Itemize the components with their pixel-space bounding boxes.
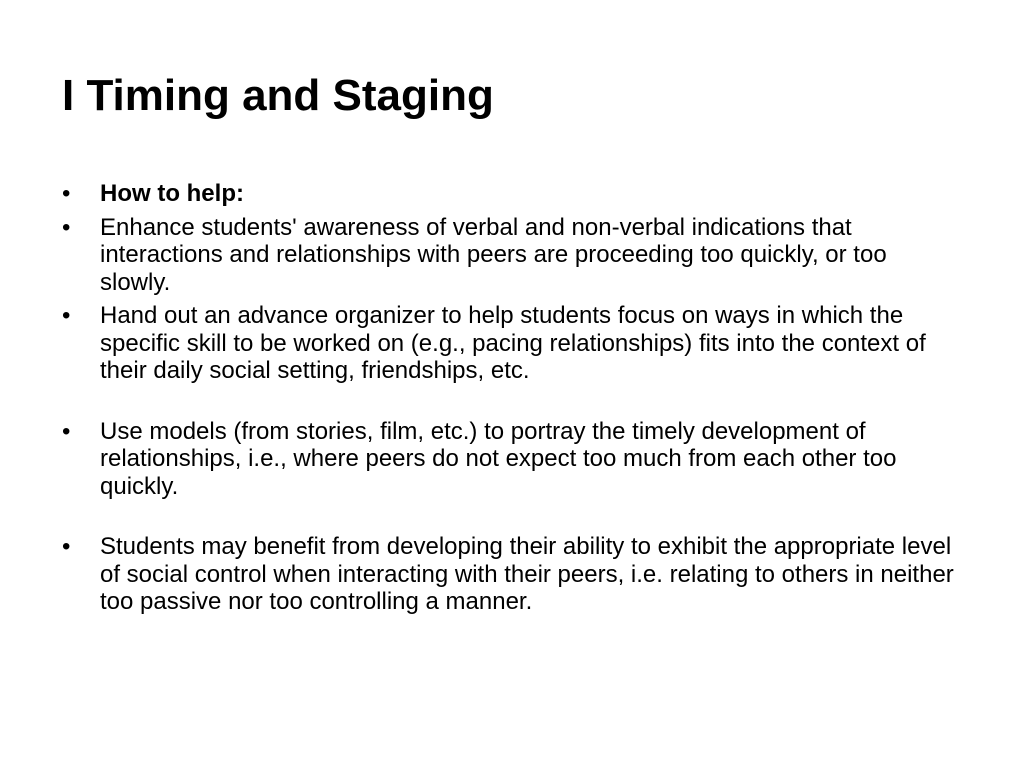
bullet-item-social-control	[62, 533, 962, 616]
bullet-text: Students may benefit from developing their ability to exhibit the appropriate level of social control when interacting with their peers, i.e. relating to others in neither too passive nor too controlling a manner.	[100, 533, 954, 615]
bullet-item-advance-organizer	[62, 302, 962, 385]
bullet-dot-icon: •	[62, 533, 71, 560]
bullet-item-how-to-help	[62, 180, 962, 208]
bullet-dot-icon: •	[62, 302, 71, 329]
bullet-item-enhance-awareness	[62, 214, 962, 297]
bullet-text: How to help:	[100, 180, 244, 207]
slide-title: I Timing and Staging	[62, 71, 494, 120]
bullet-dot-icon: •	[62, 180, 71, 207]
bullet-dot-icon: •	[62, 213, 71, 241]
bullet-list	[62, 180, 962, 622]
bullet-text: Use models (from stories, film, etc.) to portray the timely development of relationships, i.e., where peers do not expect too much from each other too quickly.	[100, 417, 897, 500]
bullet-item-use-models	[62, 418, 962, 501]
bullet-dot-icon: •	[62, 417, 71, 445]
bullet-text: Enhance students' awareness of verbal and non-verbal indications that interactions and relationships with peers are proceeding too quickly, or too slowly.	[100, 213, 887, 296]
bullet-text: Hand out an advance organizer to help students focus on ways in which the specific skill to be worked on (e.g., pacing relationships) fits into the context of their daily social setting, friendships, etc.	[100, 302, 926, 384]
